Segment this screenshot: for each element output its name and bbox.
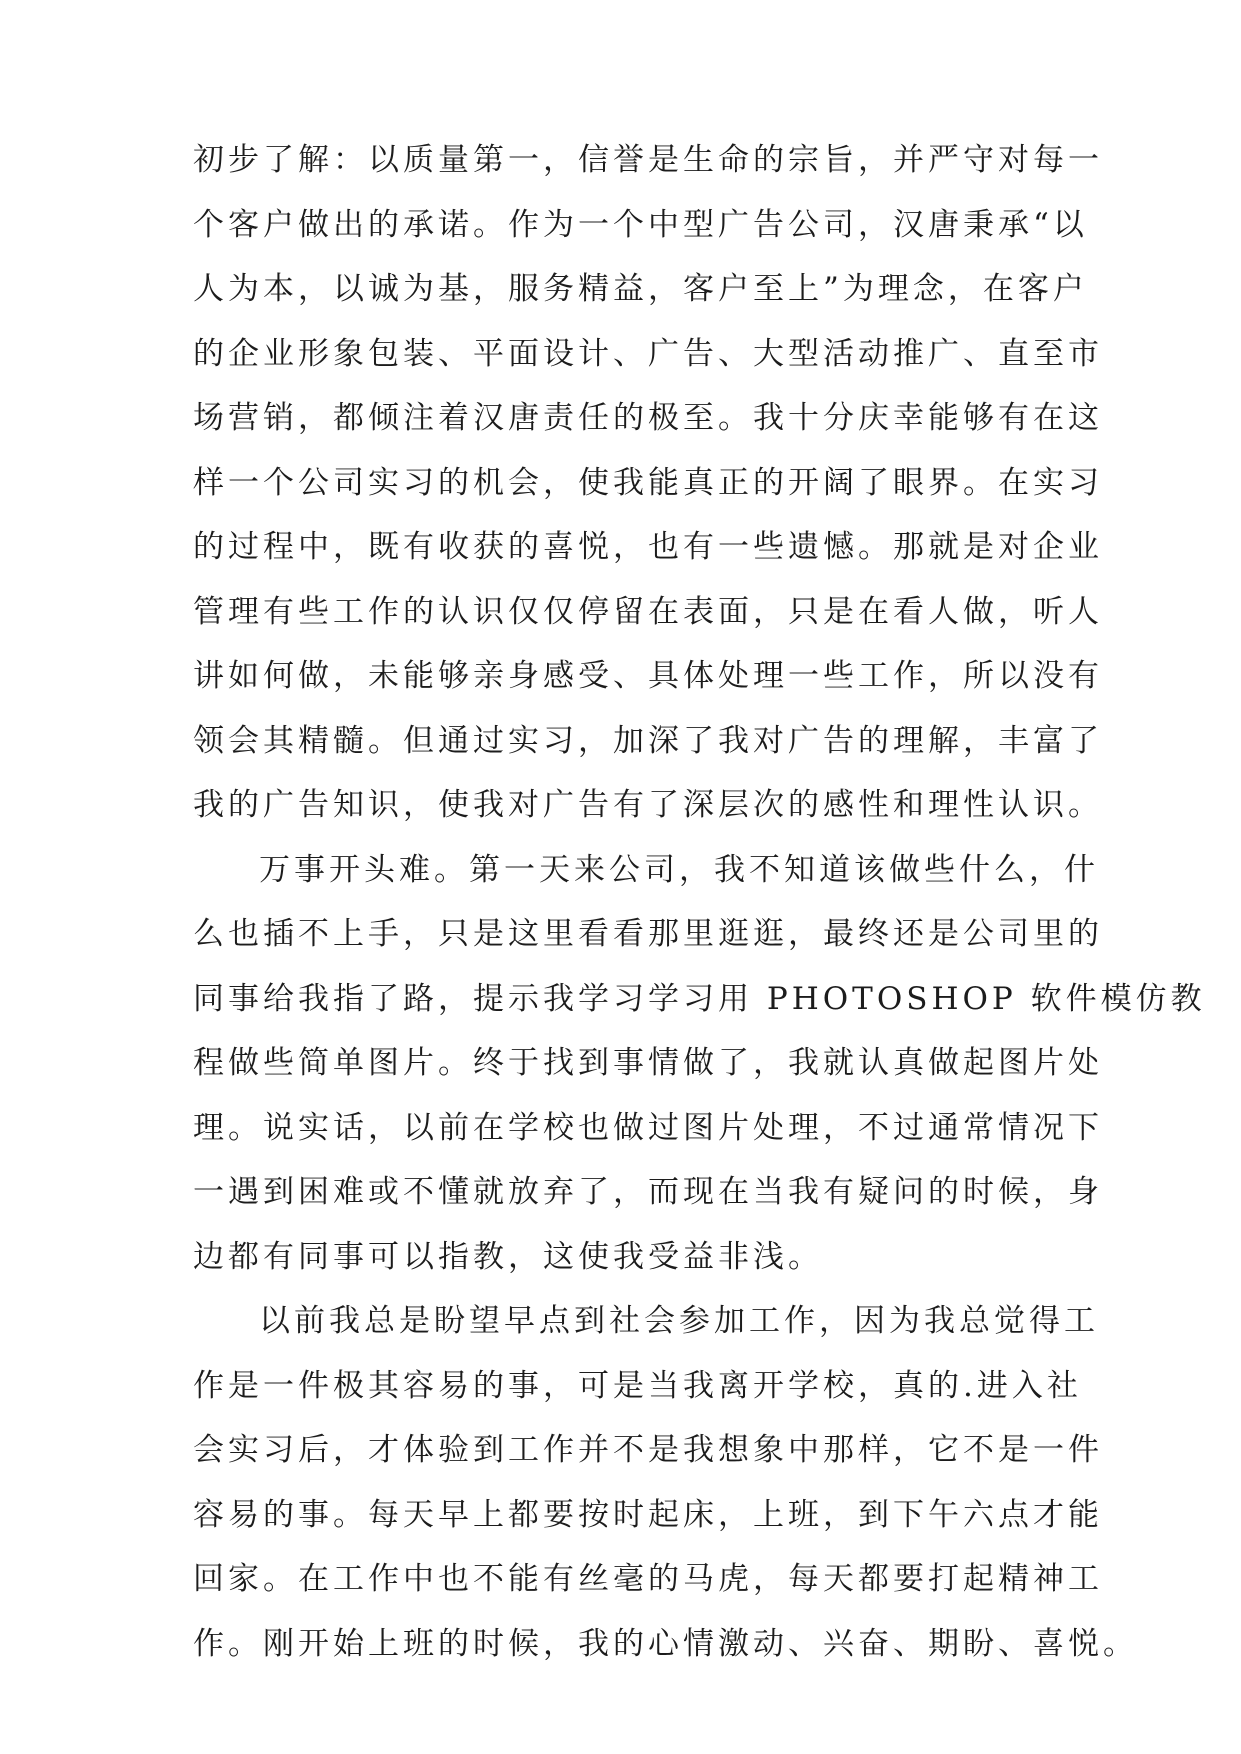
text-line: 初步了解：以质量第一，信誉是生命的宗旨，并严守对每一 bbox=[193, 142, 1103, 178]
text-line: 同事给我指了路，提示我学习学习用 PHOTOSHOP 软件模仿教 bbox=[193, 980, 1206, 1017]
body-text bbox=[193, 128, 1206, 1676]
text-line: 讲如何做，未能够亲身感受、具体处理一些工作，所以没有 bbox=[193, 658, 1103, 694]
text-line: 么也插不上手，只是这里看看那里逛逛，最终还是公司里的 bbox=[193, 916, 1103, 952]
text-line: 程做些简单图片。终于找到事情做了，我就认真做起图片处 bbox=[193, 1045, 1103, 1081]
text-line: 的过程中，既有收获的喜悦，也有一些遗憾。那就是对企业 bbox=[193, 529, 1103, 565]
text-line: 样一个公司实习的机会，使我能真正的开阔了眼界。在实习 bbox=[193, 464, 1103, 501]
text-line: 会实习后，才体验到工作并不是我想象中那样，它不是一件 bbox=[193, 1432, 1103, 1468]
text-line: 作。刚开始上班的时候，我的心情激动、兴奋、期盼、喜悦。 bbox=[193, 1625, 1138, 1662]
paragraph-2 bbox=[193, 838, 1206, 1290]
text-line: 人为本，以诚为基，服务精益，客户至上”为理念，在客户 bbox=[193, 271, 1088, 307]
text-line: 我的广告知识，使我对广告有了深层次的感性和理性认识。 bbox=[193, 787, 1103, 823]
text-line: 回家。在工作中也不能有丝毫的马虎，每天都要打起精神工 bbox=[193, 1561, 1103, 1597]
text-line: 万事开头难。第一天来公司，我不知道该做些什么，什 bbox=[259, 851, 1099, 888]
text-line: 个客户做出的承诺。作为一个中型广告公司，汉唐秉承“以 bbox=[193, 206, 1088, 243]
text-line: 容易的事。每天早上都要按时起床，上班，到下午六点才能 bbox=[193, 1496, 1103, 1533]
text-line: 一遇到困难或不懂就放弃了，而现在当我有疑问的时候，身 bbox=[193, 1174, 1103, 1210]
text-line: 以前我总是盼望早点到社会参加工作，因为我总觉得工 bbox=[259, 1303, 1099, 1339]
text-line: 作是一件极其容易的事，可是当我离开学校，真的.进入社 bbox=[193, 1367, 1082, 1404]
text-line: 场营销，都倾注着汉唐责任的极至。我十分庆幸能够有在这 bbox=[193, 400, 1103, 436]
text-line: 理。说实话，以前在学校也做过图片处理，不过通常情况下 bbox=[193, 1109, 1103, 1146]
text-line: 领会其精髓。但通过实习，加深了我对广告的理解，丰富了 bbox=[193, 722, 1103, 759]
text-line: 的企业形象包装、平面设计、广告、大型活动推广、直至市 bbox=[193, 335, 1103, 372]
text-line: 边都有同事可以指教，这使我受益非浅。 bbox=[193, 1238, 823, 1275]
paragraph-1 bbox=[193, 128, 1103, 838]
text-line: 管理有些工作的认识仅仅停留在表面，只是在看人做，听人 bbox=[193, 593, 1103, 630]
paragraph-3 bbox=[193, 1289, 1138, 1676]
